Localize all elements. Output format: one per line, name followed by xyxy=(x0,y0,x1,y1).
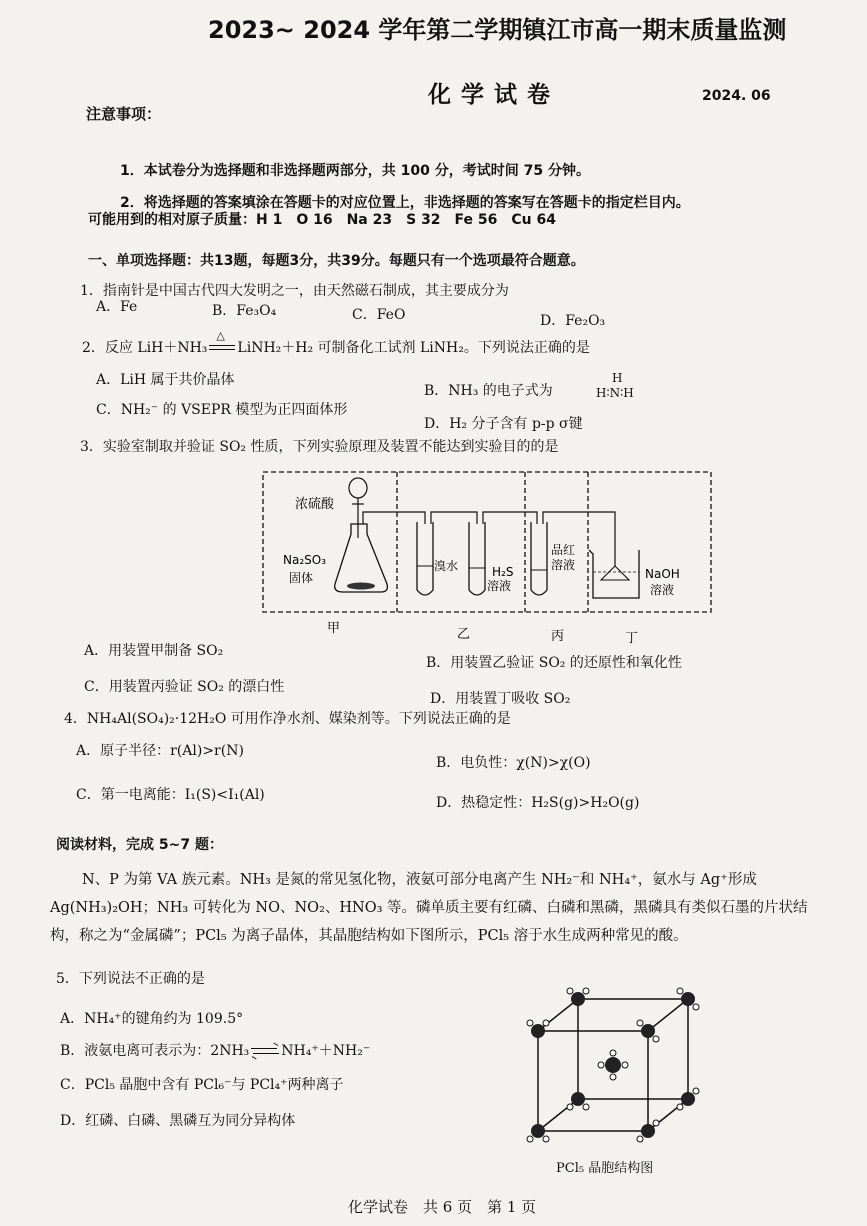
q1-option-c: C．FeO xyxy=(352,307,406,323)
label-acid: 浓硫酸 xyxy=(295,497,335,512)
equilibrium-arrow xyxy=(249,1045,281,1057)
chlorine-atom xyxy=(677,988,683,994)
experiment-apparatus xyxy=(255,466,720,646)
chlorine-atom xyxy=(567,1104,573,1110)
test-tube-h2s xyxy=(469,522,485,595)
page-footer: 化学试卷 共 6 页 第 1 页 xyxy=(348,1198,537,1216)
pcl5-unit-cell-figure xyxy=(510,985,715,1145)
inverted-funnel xyxy=(601,566,629,580)
q1-option-b: B．Fe₃O₄ xyxy=(212,303,277,319)
equal-line-top xyxy=(209,345,235,346)
label-naoh-1: NaOH xyxy=(645,567,680,581)
q2-stem-post: LiNH₂＋H₂ 可制备化工试剂 LiNH₂。下列说法正确的是 xyxy=(237,340,590,356)
paper-subtitle: 化学试卷 xyxy=(428,82,560,108)
corner-ion xyxy=(681,1092,695,1106)
label-solid-1: Na₂SO₃ xyxy=(283,553,327,567)
label-ding: 丁 xyxy=(625,631,639,646)
q4-option-c: C．第一电离能：I₁(S)<I₁(Al) xyxy=(76,787,265,803)
flask xyxy=(335,524,388,592)
forward-arrow-line xyxy=(251,1048,277,1049)
label-jia: 甲 xyxy=(327,621,341,636)
chlorine-atom xyxy=(677,1104,683,1110)
q4-option-d: D．热稳定性：H₂S(g)>H₂O(g) xyxy=(436,795,640,811)
corner-ion xyxy=(641,1024,655,1038)
heat-symbol: △ xyxy=(216,329,225,342)
chlorine-atom xyxy=(610,1074,616,1080)
label-naoh-2: 溶液 xyxy=(650,583,675,597)
q3-option-b: B．用装置乙验证 SO₂ 的还原性和氧化性 xyxy=(426,655,682,671)
reading-paragraph: N、P 为第 VA 族元素。NH₃ 是氮的常见氢化物，液氨可部分电离产生 NH₂⁻和 NH₄⁺，氨水与 Ag⁺形成 Ag(NH₃)₂OH；NH₃ 可转化为 NO、NO₂、HNO₃ 等。磷单质主要有红磷、白磷和黑磷，黑磷具有类似石墨的片状结构，称之为“金属磷”；PCl₅ 为离子晶体，其晶胞结构如下图所示，PCl₅ 溶于水生成两种常见的酸。 xyxy=(50,872,808,944)
chlorine-atom xyxy=(543,1020,549,1026)
q2-option-b: B．NH₃ 的电子式为 xyxy=(424,383,553,399)
corner-ion xyxy=(571,992,585,1006)
beaker xyxy=(589,550,639,598)
label-h2s-2: 溶液 xyxy=(487,579,512,593)
q5-option-b-pre: B．液氨电离可表示为：2NH₃ xyxy=(60,1043,250,1059)
chlorine-atom xyxy=(693,1004,699,1010)
reverse-arrow-head xyxy=(252,1056,257,1059)
chlorine-atom xyxy=(527,1020,533,1026)
electron-formula-top: H xyxy=(612,371,623,385)
q5-option-b-post: NH₄⁺＋NH₂⁻ xyxy=(281,1043,371,1059)
q3-stem: 3．实验室制取并验证 SO₂ 性质，下列实验原理及装置不能达到实验目的的是 xyxy=(80,439,559,455)
forward-arrow-head xyxy=(274,1043,279,1046)
label-h2s-1: H₂S xyxy=(492,565,514,579)
q1-stem: 1．指南针是中国古代四大发明之一，由天然磁石制成，其主要成分为 xyxy=(80,283,509,299)
corner-ion xyxy=(531,1124,545,1138)
atomic-masses: 可能用到的相对原子质量：H 1 O 16 Na 23 S 32 Fe 56 Cu 64 xyxy=(88,212,556,228)
q4-option-a: A．原子半径：r(Al)>r(N) xyxy=(76,743,244,759)
reading-heading: 阅读材料，完成 5~7 题： xyxy=(56,837,223,853)
exam-date: 2024. 06 xyxy=(702,88,771,104)
q3-option-a: A．用装置甲制备 SO₂ xyxy=(84,643,224,659)
chlorine-atom xyxy=(637,1136,643,1142)
cell-edge-3 xyxy=(538,1099,578,1131)
tube-2 xyxy=(431,512,477,524)
notice-heading: 注意事项： xyxy=(86,105,162,123)
chlorine-atom xyxy=(527,1136,533,1142)
q2-option-c: C．NH₂⁻ 的 VSEPR 模型为正四面体形 xyxy=(96,402,348,418)
label-yi: 乙 xyxy=(457,627,471,642)
tube-1 xyxy=(363,512,425,524)
q1-option-a: A．Fe xyxy=(96,299,138,315)
chlorine-atom xyxy=(653,1036,659,1042)
q4-option-b: B．电负性：χ(N)>χ(O) xyxy=(436,755,591,771)
chlorine-atom xyxy=(583,988,589,994)
q2-stem xyxy=(82,329,590,357)
reverse-arrow-line xyxy=(253,1053,279,1054)
q5-option-d: D．红磷、白磷、黑磷互为同分异构体 xyxy=(60,1113,296,1129)
label-brom: 溴水 xyxy=(434,559,459,573)
section-heading: 一、单项选择题：共13题，每题3分，共39分。每题只有一个选项最符合题意。 xyxy=(88,253,585,269)
q3-option-c: C．用装置丙验证 SO₂ 的漂白性 xyxy=(84,679,285,695)
figure-caption: PCl₅ 晶胞结构图 xyxy=(556,1161,654,1176)
electron-formula: H∶N∶H xyxy=(596,386,634,400)
label-bing: 丙 xyxy=(551,629,565,644)
exam-title: 2023~ 2024 学年第二学期镇江市高一期末质量监测 xyxy=(208,16,787,44)
q5-option-c: C．PCl₅ 晶胞中含有 PCl₆⁻与 PCl₄⁺两种离子 xyxy=(60,1077,344,1093)
center-ion xyxy=(605,1057,621,1073)
label-pinhong-1: 品红 xyxy=(551,543,576,557)
chlorine-atom xyxy=(567,988,573,994)
corner-ion xyxy=(571,1092,585,1106)
test-tube-pinhong xyxy=(531,522,547,595)
chlorine-atom xyxy=(598,1062,604,1068)
chlorine-atom xyxy=(622,1062,628,1068)
q3-option-d: D．用装置丁吸收 SO₂ xyxy=(430,691,571,707)
label-pinhong-2: 溶液 xyxy=(551,558,576,572)
solid-reagent xyxy=(347,583,375,590)
chlorine-atom xyxy=(653,1120,659,1126)
chlorine-atom xyxy=(610,1050,616,1056)
q5-option-b xyxy=(60,1040,370,1060)
equal-line-bottom xyxy=(209,349,235,350)
cell-edge-4 xyxy=(648,1099,688,1131)
q2-option-d: D．H₂ 分子含有 p-p σ键 xyxy=(424,416,583,432)
cell-edge-2 xyxy=(648,999,688,1031)
chlorine-atom xyxy=(583,1104,589,1110)
chlorine-atom xyxy=(693,1088,699,1094)
notice-item-2: 2．将选择题的答案填涂在答题卡的对应位置上，非选择题的答案写在答题卡的指定栏目内。 xyxy=(120,195,690,211)
reaction-arrow xyxy=(207,329,237,355)
tube-3 xyxy=(483,512,537,524)
q5-stem: 5．下列说法不正确的是 xyxy=(56,971,205,987)
label-solid-2: 固体 xyxy=(289,571,314,585)
chlorine-atom xyxy=(637,1020,643,1026)
q5-option-a: A．NH₄⁺的键角约为 109.5° xyxy=(60,1011,244,1027)
cell-edge-1 xyxy=(538,999,578,1031)
test-tube-brom xyxy=(417,522,433,595)
cell-front-face xyxy=(538,1031,648,1131)
corner-ion xyxy=(641,1124,655,1138)
q1-option-d: D．Fe₂O₃ xyxy=(540,313,606,329)
cell-back-face xyxy=(578,999,688,1099)
q2-stem-pre: 2．反应 LiH＋NH₃ xyxy=(82,340,208,356)
chlorine-atom xyxy=(543,1136,549,1142)
q2-option-a: A．LiH 属于共价晶体 xyxy=(96,372,235,388)
funnel-bulb xyxy=(349,478,367,498)
notice-item-1: 1．本试卷分为选择题和非选择题两部分，共 100 分，考试时间 75 分钟。 xyxy=(120,163,590,179)
corner-ion xyxy=(681,992,695,1006)
q4-stem: 4．NH₄Al(SO₄)₂·12H₂O 可用作净水剂、媒染剂等。下列说法正确的是 xyxy=(64,711,511,727)
corner-ion xyxy=(531,1024,545,1038)
